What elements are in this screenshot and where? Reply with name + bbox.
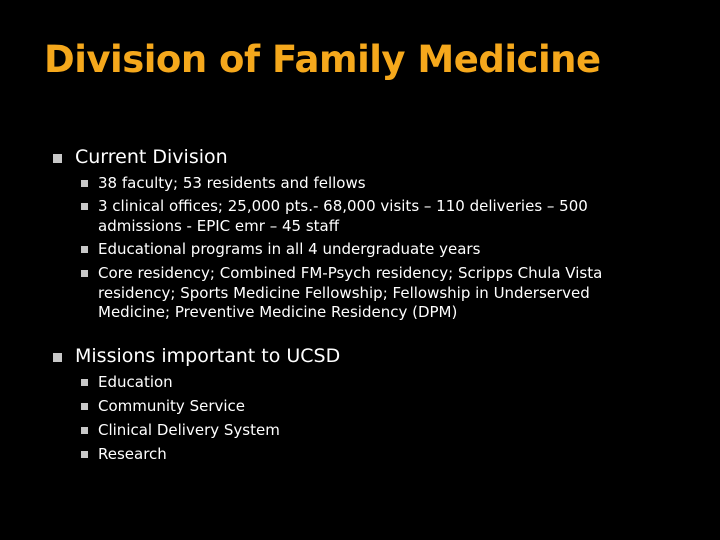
square-bullet-icon xyxy=(81,180,88,187)
square-bullet-icon xyxy=(81,403,88,410)
square-bullet-icon xyxy=(81,427,88,434)
section-heading-label: Current Division xyxy=(75,146,228,168)
square-bullet-icon xyxy=(81,379,88,386)
list-item-text: Research xyxy=(98,445,167,463)
slide-title: Division of Family Medicine xyxy=(44,38,601,81)
square-bullet-icon xyxy=(81,246,88,253)
list-item-text: 3 clinical offices; 25,000 pts.- 68,000 visits – 110 deliveries – 500 admissions - EPIC emr – 45 staff xyxy=(98,197,588,235)
list-item-text: Community Service xyxy=(98,397,246,415)
square-bullet-icon xyxy=(53,353,62,362)
list-item-text: 38 faculty; 53 residents and fellows xyxy=(98,174,366,192)
list-item-text: Core residency; Combined FM-Psych residency; Scripps Chula Vista residency; Sports Medicine Fellowship; Fellowship in Underserved Medicine; Preventive Medicine Residency (DPM) xyxy=(98,264,603,321)
square-bullet-icon xyxy=(81,270,88,277)
list-item-text: Clinical Delivery System xyxy=(98,421,280,439)
square-bullet-icon xyxy=(81,203,88,210)
square-bullet-icon xyxy=(81,451,88,458)
section-heading-label: Missions important to UCSD xyxy=(75,345,341,367)
list-item-text: Educational programs in all 4 undergraduate years xyxy=(98,240,481,258)
square-bullet-icon xyxy=(53,154,62,163)
list-item-text: Education xyxy=(98,373,173,391)
